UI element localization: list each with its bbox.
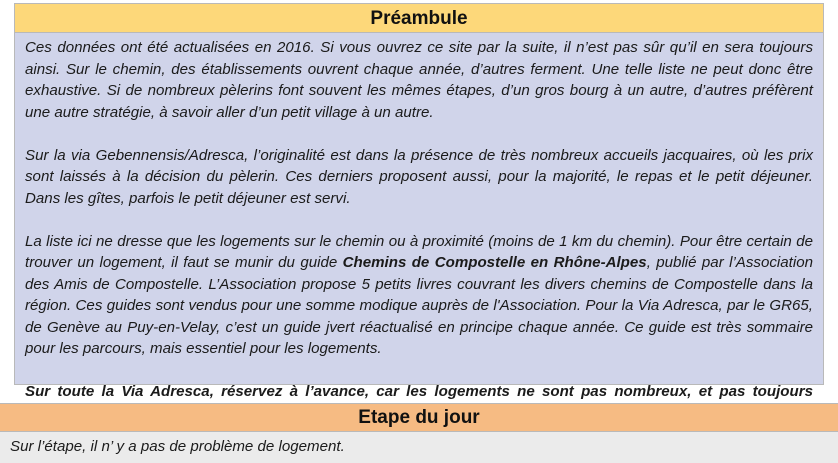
paragraph-3-intro: La liste ici ne dresse que les logements sur le chemin ou à proximité (moins de 1 km du chemin). Pour être certain de trouver un logement, il faut se munir du guide <box>25 232 813 271</box>
preambule-paragraph-2: Sur la via Gebennensis/Adresca, l’originalité est dans la présence de très nombreux accueils jacquaires, où les prix sont laissés à la décision du pèlerin. Ces derniers proposent aussi, pour la majorité, le repas et le petit déjeuner. Dans les gîtes, parfois le petit déjeuner est servi. <box>25 146 813 207</box>
etape-title: Etape du jour <box>0 403 838 432</box>
etape-text: Sur l’étape, il n’ y a pas de problème de logement. <box>0 432 838 463</box>
reservation-warning: Sur toute la Via Adresca, réservez à l’avance, car les logements ne sont pas nombreux, et pas toujours <box>25 383 813 400</box>
preambule-paragraph-3 <box>25 231 813 360</box>
preambule-section <box>14 33 824 400</box>
preambule-paragraph-1: Ces données ont été actualisées en 2016. Si vous ouvrez ce site par la suite, il n’est pas sûr qu’il en sera toujours ainsi. Sur le chemin, des établissements ouvrent chaque année, d’autres ferment. Une telle liste ne peut donc être exhaustive. Si de nombreux pèlerins font souvent les mêmes étapes, d’un gros bourg à un autre, d’autres préfèrent une autre stratégie, à savoir aller d’un petit village à un autre. <box>25 39 813 121</box>
preambule-title: Préambule <box>14 3 824 33</box>
guide-title: Chemins de Compostelle en Rhône-Alpes <box>342 254 647 271</box>
paragraph-3-rest: , publié par l’Association des Amis de Compostelle. L’Association propose 5 petits livres couvrant les divers chemins de Compostelle dans la région. Ces guides sont vendus pour une somme modique auprès de l'Association. Pour la Via Adresca, par le GR65, de Genève au Puy-en-Velay, c’est un guide jvert réactualisé en principe chaque année. Ce guide est très sommaire pour les parcours, mais essentiel pour les logements. <box>25 254 813 357</box>
